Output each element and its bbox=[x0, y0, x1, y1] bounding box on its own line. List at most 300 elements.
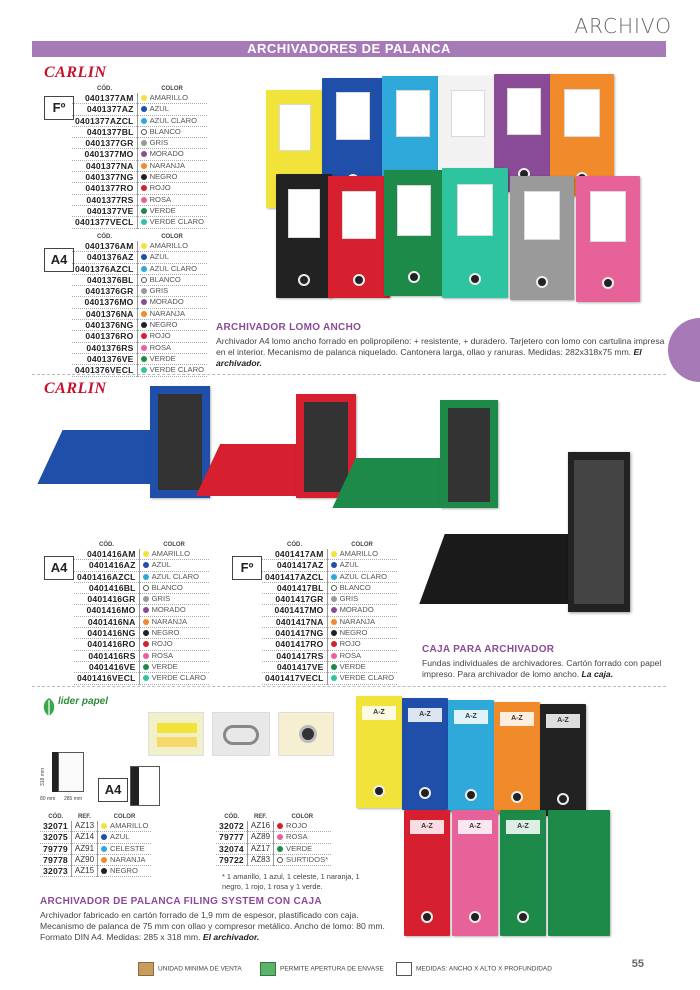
product-desc-text: Fundas individuales de archivadores. Cartón forrado con papel impreso. Para archivador de lomo ancho. bbox=[422, 658, 662, 679]
color-cell bbox=[137, 342, 207, 353]
color-swatch-icon bbox=[143, 641, 149, 647]
color-swatch-icon bbox=[277, 846, 283, 852]
table-row bbox=[72, 241, 207, 252]
table-row bbox=[72, 104, 207, 115]
table-row bbox=[72, 194, 207, 205]
color-cell bbox=[327, 594, 397, 605]
color-cell bbox=[137, 138, 207, 149]
table-row bbox=[74, 571, 209, 582]
filing-binder bbox=[356, 696, 402, 808]
color-swatch-icon bbox=[143, 585, 149, 591]
product-code: 0401417AM bbox=[262, 549, 327, 560]
filing-binder bbox=[404, 810, 450, 936]
ring-hole-icon bbox=[373, 785, 385, 797]
color-name: AZUL bbox=[149, 252, 169, 262]
product-title-caja: CAJA PARA ARCHIVADOR bbox=[422, 644, 555, 655]
legend-measures-text: MEDIDAS: ANCHO X ALTO X PROFUNDIDAD bbox=[416, 965, 552, 973]
product-code: 0401416AZ bbox=[74, 560, 139, 571]
product-code: 79777 bbox=[216, 832, 247, 843]
color-swatch-icon bbox=[331, 574, 337, 580]
color-cell bbox=[137, 274, 207, 285]
color-name: AZUL CLARO bbox=[149, 263, 197, 273]
product-code: 0401376AM bbox=[72, 241, 137, 252]
product-title-filing: ARCHIVADOR DE PALANCA FILING SYSTEM CON CAJA bbox=[40, 896, 322, 907]
product-desc-caja bbox=[422, 658, 666, 680]
color-name: ROSA bbox=[286, 832, 308, 842]
color-swatch-icon bbox=[141, 106, 147, 112]
color-swatch-icon bbox=[143, 619, 149, 625]
table-row bbox=[72, 331, 207, 342]
color-cell bbox=[139, 560, 209, 571]
color-cell bbox=[327, 605, 397, 616]
product-title-lomo-ancho: ARCHIVADOR LOMO ANCHO bbox=[216, 322, 362, 333]
product-code: 0401416GR bbox=[74, 594, 139, 605]
dimension-depth: 80 mm bbox=[40, 796, 56, 802]
color-name: AMARILLO bbox=[151, 549, 190, 558]
table-row bbox=[74, 639, 209, 650]
product-code: 32073 bbox=[40, 866, 71, 877]
binder-outline-icon bbox=[130, 766, 160, 806]
color-name: AZUL bbox=[339, 560, 359, 570]
table-row bbox=[262, 639, 397, 650]
product-code: 0401377NG bbox=[72, 172, 137, 183]
carlin-logo: CARLIN bbox=[44, 64, 107, 81]
color-cell bbox=[139, 549, 209, 560]
spine-label: A-Z bbox=[458, 820, 492, 834]
color-swatch-icon bbox=[141, 322, 147, 328]
color-cell bbox=[137, 149, 207, 160]
filing-binder bbox=[540, 704, 586, 816]
color-cell bbox=[137, 297, 207, 308]
table-row bbox=[72, 286, 207, 297]
product-code: 79778 bbox=[40, 854, 71, 865]
lider-papel-logo bbox=[40, 696, 109, 720]
table-row bbox=[72, 138, 207, 149]
product-code: 0401377BL bbox=[72, 126, 137, 137]
filing-binders-image bbox=[352, 692, 644, 942]
table-row bbox=[216, 821, 331, 832]
color-swatch-icon bbox=[141, 311, 147, 317]
product-code: 32072 bbox=[216, 821, 247, 832]
color-cell bbox=[137, 286, 207, 297]
color-name: ROJO bbox=[339, 639, 361, 649]
color-name: AZUL CLARO bbox=[339, 571, 387, 581]
product-code: 0401417RS bbox=[262, 650, 327, 661]
color-cell bbox=[137, 241, 207, 252]
color-swatch-icon bbox=[141, 174, 147, 180]
product-code: 0401376MO bbox=[72, 297, 137, 308]
color-name: CELESTE bbox=[110, 843, 145, 853]
color-name: ROSA bbox=[151, 650, 174, 660]
assortment-note: * 1 amarillo, 1 azul, 1 celeste, 1 naranja, 1 negro, 1 rojo, 1 rosa y 1 verde. bbox=[222, 872, 360, 891]
color-name: AMARILLO bbox=[339, 549, 378, 558]
color-cell bbox=[139, 628, 209, 639]
color-name: ROSA bbox=[149, 342, 172, 352]
table-row bbox=[74, 616, 209, 627]
color-swatch-icon bbox=[141, 219, 147, 225]
color-swatch-icon bbox=[331, 619, 337, 625]
color-swatch-icon bbox=[143, 653, 149, 659]
product-desc-unit: La caja. bbox=[581, 669, 614, 679]
color-swatch-icon bbox=[331, 675, 337, 681]
table-row bbox=[74, 628, 209, 639]
color-cell bbox=[137, 183, 207, 194]
color-name: SURTIDOS* bbox=[286, 854, 329, 864]
color-swatch-icon bbox=[101, 868, 107, 874]
color-swatch-icon bbox=[141, 288, 147, 294]
color-name: AZUL CLARO bbox=[149, 115, 197, 125]
color-name: NEGRO bbox=[149, 320, 178, 330]
a4-size-badge: A4 bbox=[98, 778, 128, 802]
color-cell bbox=[98, 843, 152, 854]
table-row bbox=[262, 571, 397, 582]
color-cell bbox=[327, 650, 397, 661]
product-code: 0401377GR bbox=[72, 138, 137, 149]
spine-label: A-Z bbox=[546, 714, 580, 728]
product-code: 0401417GR bbox=[262, 594, 327, 605]
table-row bbox=[216, 832, 331, 843]
color-swatch-icon bbox=[141, 163, 147, 169]
col-color: COLOR bbox=[291, 814, 314, 820]
table-row bbox=[262, 628, 397, 639]
codes-table-filing-right bbox=[216, 814, 331, 866]
table-row bbox=[262, 605, 397, 616]
legend-unit-text: UNIDAD MINIMA DE VENTA bbox=[158, 965, 242, 973]
color-swatch-icon bbox=[141, 208, 147, 214]
color-swatch-icon bbox=[101, 834, 107, 840]
table-row bbox=[72, 172, 207, 183]
color-cell bbox=[139, 571, 209, 582]
col-cod: CÓD. bbox=[287, 542, 303, 548]
table-row bbox=[40, 821, 151, 832]
color-swatch-icon bbox=[143, 551, 149, 557]
table-row bbox=[72, 308, 207, 319]
color-swatch-icon bbox=[143, 675, 149, 681]
a4-size-badge: A4 bbox=[44, 556, 74, 580]
dimension-height: 318 mm bbox=[40, 767, 46, 786]
filing-binder bbox=[548, 810, 610, 936]
color-name: MORADO bbox=[151, 605, 186, 615]
color-name: VERDE bbox=[149, 353, 176, 363]
product-code: 0401376AZ bbox=[72, 252, 137, 263]
color-swatch-icon bbox=[141, 356, 147, 362]
color-swatch-icon bbox=[143, 630, 149, 636]
table-row bbox=[72, 263, 207, 274]
product-ref: AZ14 bbox=[71, 832, 97, 843]
color-cell bbox=[139, 582, 209, 593]
col-color: COLOR bbox=[163, 542, 185, 548]
product-code: 0401417AZ bbox=[262, 560, 327, 571]
color-name: VERDE CLARO bbox=[151, 673, 207, 683]
color-cell bbox=[137, 217, 207, 228]
color-cell bbox=[327, 628, 397, 639]
color-swatch-icon bbox=[141, 129, 147, 135]
spine-label: A-Z bbox=[506, 820, 540, 834]
color-cell bbox=[137, 172, 207, 183]
table-row bbox=[72, 160, 207, 171]
filing-binder bbox=[494, 702, 540, 814]
color-swatch-icon bbox=[331, 562, 337, 568]
color-cell bbox=[98, 854, 152, 865]
product-ref: AZ90 bbox=[71, 854, 97, 865]
col-ref: REF. bbox=[253, 814, 267, 820]
product-ref: AZ16 bbox=[247, 821, 273, 832]
color-swatch-icon bbox=[141, 95, 147, 101]
table-row bbox=[74, 549, 209, 560]
color-swatch-icon bbox=[143, 607, 149, 613]
color-swatch-icon bbox=[141, 277, 147, 283]
col-color: COLOR bbox=[351, 542, 373, 548]
table-row bbox=[262, 673, 397, 684]
carlin-logo: CARLIN bbox=[44, 380, 107, 397]
product-ref: AZ17 bbox=[247, 843, 273, 854]
color-cell bbox=[327, 661, 397, 672]
color-name: NEGRO bbox=[151, 628, 180, 638]
table-row bbox=[262, 650, 397, 661]
product-code: 0401377VECL bbox=[72, 217, 137, 228]
table-row bbox=[262, 549, 397, 560]
table-row bbox=[262, 582, 397, 593]
color-cell bbox=[137, 126, 207, 137]
color-name: ROJO bbox=[151, 639, 173, 649]
color-name: BLANCO bbox=[151, 582, 183, 592]
detail-ring-image bbox=[278, 712, 334, 756]
color-name: AMARILLO bbox=[110, 821, 149, 830]
lider-papel-text: lider papel bbox=[58, 696, 109, 707]
product-code: 0401377AM bbox=[72, 93, 137, 104]
color-cell bbox=[137, 263, 207, 274]
color-swatch-icon bbox=[141, 299, 147, 305]
product-code: 0401376AZCL bbox=[72, 263, 137, 274]
filing-binder bbox=[402, 698, 448, 810]
table-row bbox=[72, 217, 207, 228]
table-row bbox=[72, 126, 207, 137]
table-row bbox=[72, 297, 207, 308]
color-name: NARANJA bbox=[151, 616, 188, 626]
color-cell bbox=[274, 854, 332, 865]
table-row bbox=[216, 843, 331, 854]
product-code: 79779 bbox=[40, 843, 71, 854]
color-name: AMARILLO bbox=[149, 241, 188, 250]
color-name: VERDE bbox=[151, 661, 178, 671]
table-row bbox=[72, 342, 207, 353]
color-swatch-icon bbox=[331, 641, 337, 647]
filing-binder bbox=[448, 700, 494, 812]
table-row bbox=[40, 832, 151, 843]
color-swatch-icon bbox=[101, 846, 107, 852]
color-name: AZUL bbox=[110, 832, 130, 842]
color-cell bbox=[137, 353, 207, 364]
product-ref: AZ13 bbox=[71, 821, 97, 832]
product-code: 0401417MO bbox=[262, 605, 327, 616]
product-code: 0401376BL bbox=[72, 274, 137, 285]
product-code: 0401417BL bbox=[262, 582, 327, 593]
color-name: VERDE CLARO bbox=[149, 365, 205, 375]
color-swatch-icon bbox=[101, 823, 107, 829]
color-name: NEGRO bbox=[339, 628, 368, 638]
color-cell bbox=[327, 549, 397, 560]
folio-size-badge: Fº bbox=[44, 96, 74, 120]
product-ref: AZ91 bbox=[71, 843, 97, 854]
product-ref: AZ89 bbox=[247, 832, 273, 843]
product-code: 0401376VECL bbox=[72, 365, 137, 376]
table-row bbox=[74, 673, 209, 684]
table-row bbox=[74, 605, 209, 616]
table-row bbox=[216, 854, 331, 865]
color-name: BLANCO bbox=[339, 582, 371, 592]
col-color: COLOR bbox=[161, 86, 183, 92]
product-desc-lomo-ancho bbox=[216, 336, 668, 369]
color-swatch-icon bbox=[141, 118, 147, 124]
page-number: 55 bbox=[631, 958, 644, 970]
col-cod: CÓD. bbox=[97, 234, 113, 240]
color-name: VERDE bbox=[149, 205, 176, 215]
color-swatch-icon bbox=[141, 266, 147, 272]
color-cell bbox=[137, 320, 207, 331]
table-row bbox=[72, 274, 207, 285]
color-name: MORADO bbox=[339, 605, 374, 615]
color-name: GRIS bbox=[149, 138, 169, 148]
col-cod: CÓD. bbox=[48, 814, 64, 820]
color-name: GRIS bbox=[151, 594, 171, 604]
color-name: ROJO bbox=[149, 183, 171, 193]
product-code: 0401416AZCL bbox=[74, 571, 139, 582]
product-code: 0401377AZ bbox=[72, 104, 137, 115]
color-name: AZUL bbox=[151, 560, 171, 570]
color-name: ROJO bbox=[149, 331, 171, 341]
color-name: NARANJA bbox=[339, 616, 376, 626]
color-swatch-icon bbox=[277, 823, 283, 829]
table-row bbox=[262, 616, 397, 627]
color-cell bbox=[137, 331, 207, 342]
box-icon bbox=[138, 962, 154, 976]
product-code: 0401376NA bbox=[72, 308, 137, 319]
color-cell bbox=[139, 616, 209, 627]
color-swatch-icon bbox=[331, 607, 337, 613]
color-swatch-icon bbox=[141, 185, 147, 191]
spine-label: A-Z bbox=[410, 820, 444, 834]
table-row bbox=[74, 661, 209, 672]
table-row bbox=[74, 650, 209, 661]
section-title: ARCHIVO bbox=[574, 14, 672, 38]
product-ref: AZ15 bbox=[71, 866, 97, 877]
detail-mechanism-image bbox=[212, 712, 270, 756]
product-desc-unit: El archivador. bbox=[216, 347, 642, 368]
product-code: 79722 bbox=[216, 854, 247, 865]
table-row bbox=[40, 866, 151, 877]
color-name: NARANJA bbox=[149, 160, 186, 170]
color-swatch-icon bbox=[141, 254, 147, 260]
color-name: ROSA bbox=[339, 650, 362, 660]
color-swatch-icon bbox=[143, 664, 149, 670]
product-code: 0401417NG bbox=[262, 628, 327, 639]
color-swatch-icon bbox=[141, 140, 147, 146]
codes-table-lomo-folio bbox=[72, 86, 207, 229]
color-cell bbox=[137, 194, 207, 205]
codes-table-lomo-a4 bbox=[72, 234, 207, 377]
color-cell bbox=[139, 639, 209, 650]
product-code: 0401416VECL bbox=[74, 673, 139, 684]
table-row bbox=[72, 205, 207, 216]
product-code: 0401376RO bbox=[72, 331, 137, 342]
color-name: BLANCO bbox=[149, 274, 181, 284]
color-name: MORADO bbox=[149, 297, 184, 307]
color-swatch-icon bbox=[331, 653, 337, 659]
ring-hole-icon bbox=[469, 911, 481, 923]
color-swatch-icon bbox=[277, 834, 283, 840]
color-swatch-icon bbox=[331, 551, 337, 557]
col-color: COLOR bbox=[161, 234, 183, 240]
product-code: 0401416RS bbox=[74, 650, 139, 661]
color-cell bbox=[137, 308, 207, 319]
color-name: MORADO bbox=[149, 149, 184, 159]
product-code: 0401416VE bbox=[74, 661, 139, 672]
color-swatch-icon bbox=[331, 630, 337, 636]
color-name: AZUL bbox=[149, 104, 169, 114]
product-code: 0401376RS bbox=[72, 342, 137, 353]
color-swatch-icon bbox=[331, 664, 337, 670]
color-name: NARANJA bbox=[149, 308, 186, 318]
product-code: 0401417AZCL bbox=[262, 571, 327, 582]
color-name: VERDE bbox=[286, 843, 313, 853]
product-code: 0401416BL bbox=[74, 582, 139, 593]
table-row bbox=[74, 582, 209, 593]
color-swatch-icon bbox=[141, 333, 147, 339]
separator bbox=[32, 374, 666, 375]
spine-label: A-Z bbox=[408, 708, 442, 722]
color-cell bbox=[137, 93, 207, 104]
product-desc-unit: El archivador. bbox=[202, 932, 260, 942]
col-cod: CÓD. bbox=[99, 542, 115, 548]
ring-hole-icon bbox=[421, 911, 433, 923]
ring-hole-icon bbox=[557, 793, 569, 805]
color-cell bbox=[274, 821, 332, 832]
product-code: 32074 bbox=[216, 843, 247, 854]
table-row bbox=[262, 661, 397, 672]
color-name: VERDE CLARO bbox=[339, 673, 395, 683]
color-cell bbox=[98, 821, 152, 832]
side-tab-marker bbox=[668, 318, 700, 382]
table-row bbox=[262, 560, 397, 571]
color-cell bbox=[98, 832, 152, 843]
color-name: ROSA bbox=[149, 194, 172, 204]
color-cell bbox=[139, 594, 209, 605]
filing-binder bbox=[452, 810, 498, 936]
color-cell bbox=[137, 115, 207, 126]
color-name: VERDE bbox=[339, 661, 366, 671]
ring-hole-icon bbox=[511, 791, 523, 803]
color-swatch-icon bbox=[331, 585, 337, 591]
codes-table-filing-left bbox=[40, 814, 151, 877]
product-code: 0401377AZCL bbox=[72, 115, 137, 126]
color-swatch-icon bbox=[141, 345, 147, 351]
ring-hole-icon bbox=[465, 789, 477, 801]
color-cell bbox=[327, 582, 397, 593]
color-cell bbox=[139, 650, 209, 661]
color-name: NEGRO bbox=[149, 172, 178, 182]
color-cell bbox=[274, 843, 332, 854]
color-name: AZUL CLARO bbox=[151, 571, 199, 581]
color-swatch-icon bbox=[141, 151, 147, 157]
table-row bbox=[72, 115, 207, 126]
detail-label-image bbox=[148, 712, 204, 756]
color-swatch-icon bbox=[143, 574, 149, 580]
product-code: 32071 bbox=[40, 821, 71, 832]
spine-label: A-Z bbox=[500, 712, 534, 726]
codes-table-caja-a4 bbox=[74, 542, 209, 685]
category-banner: ARCHIVADORES DE PALANCA bbox=[32, 41, 666, 57]
product-code: 0401376GR bbox=[72, 286, 137, 297]
